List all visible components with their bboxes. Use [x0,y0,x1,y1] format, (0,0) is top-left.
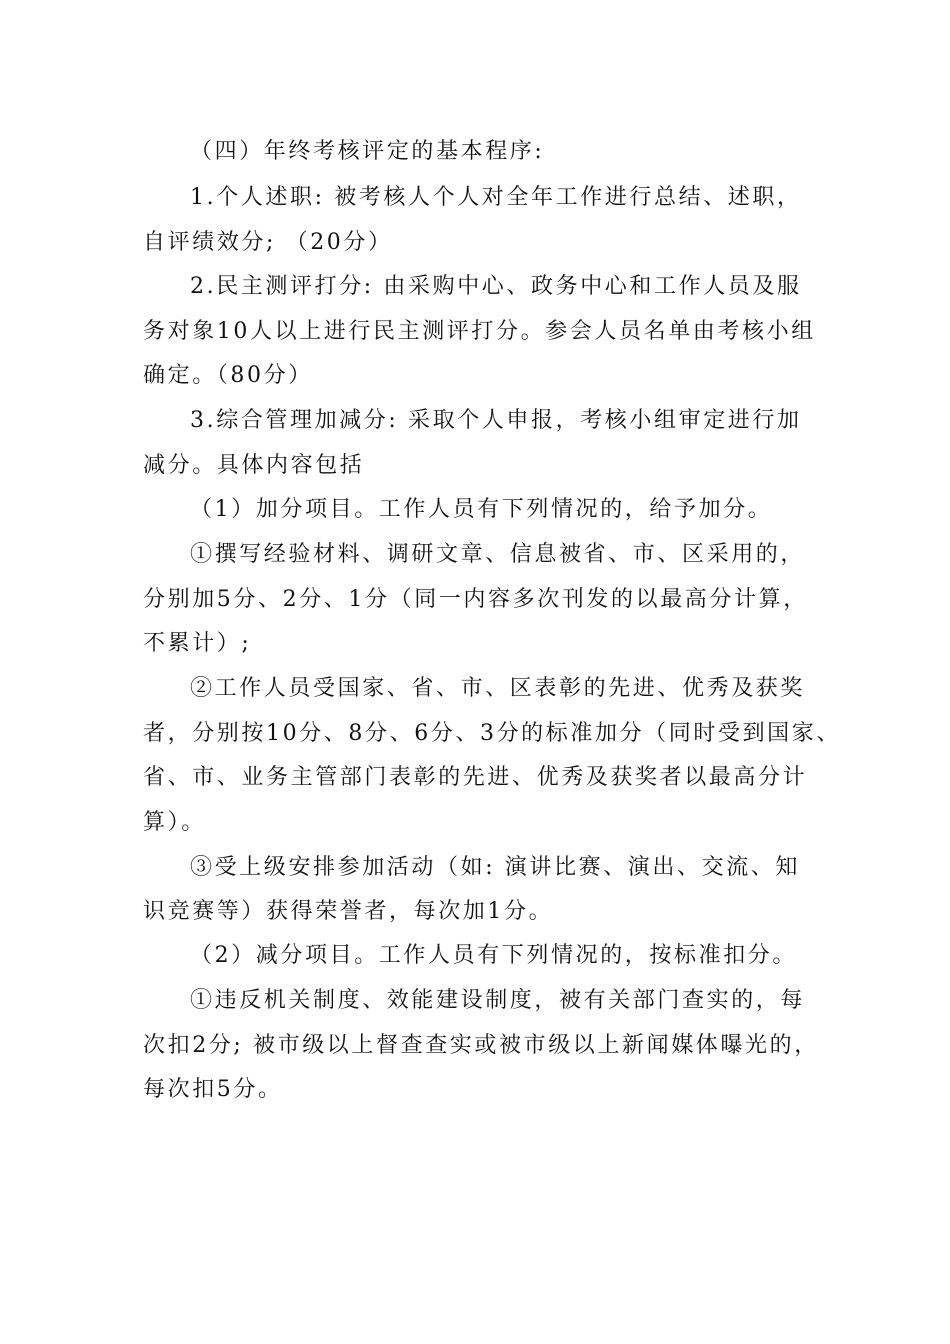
paragraph-line: 识竞赛等）获得荣誉者，每次加1分。 [143,899,554,924]
paragraph-line: 次扣2分; 被市级以上督查查实或被市级以上新闻媒体曝光的， [143,1033,819,1058]
paragraph-line: ①撰写经验材料、调研文章、信息被省、市、区采用的， [190,542,806,567]
paragraph-line: 1.个人述职: 被考核人个人对全年工作进行总结、述职， [190,185,802,210]
subheading-deduction-items: （2）减分项目。工作人员有下列情况的，按标准扣分。 [190,943,797,968]
paragraph-line: ①违反机关制度、效能建设制度，被有关部门查实的，每 [190,988,806,1013]
paragraph-line: ③受上级安排参加活动（如: 演讲比赛、演出、交流、知 [190,855,801,880]
paragraph-line: 减分。具体内容包括 [143,453,365,478]
paragraph-line: 算）。 [143,810,206,835]
section-heading-procedure: （四）年终考核评定的基本程序: [190,139,545,164]
paragraph-line: 每次扣5分。 [143,1077,283,1102]
paragraph-line: 自评绩效分; （20分） [143,230,393,255]
paragraph-line: 不累计）; [143,631,252,656]
paragraph-line: 确定。（80分） [143,363,313,388]
paragraph-line: 省、市、业务主管部门表彰的先进、优秀及获奖者以最高分计 [143,765,808,790]
subheading-bonus-items: （1）加分项目。工作人员有下列情况的，给予加分。 [190,497,773,522]
paragraph-line: 务对象10人以上进行民主测评打分。参会人员名单由考核小组 [143,319,816,344]
paragraph-line: 者，分别按10分、8分、6分、3分的标准加分（同时受到国家、 [143,721,841,746]
paragraph-line: ②工作人员受国家、省、市、区表彰的先进、优秀及获奖 [190,676,806,701]
paragraph-line: 3.综合管理加减分: 采取个人申报，考核小组审定进行加 [190,408,802,433]
paragraph-line: 分别加5分、2分、1分（同一内容多次刊发的以最高分计算， [143,587,808,612]
paragraph-line: 2.民主测评打分: 由采购中心、政务中心和工作人员及服 [190,274,802,299]
